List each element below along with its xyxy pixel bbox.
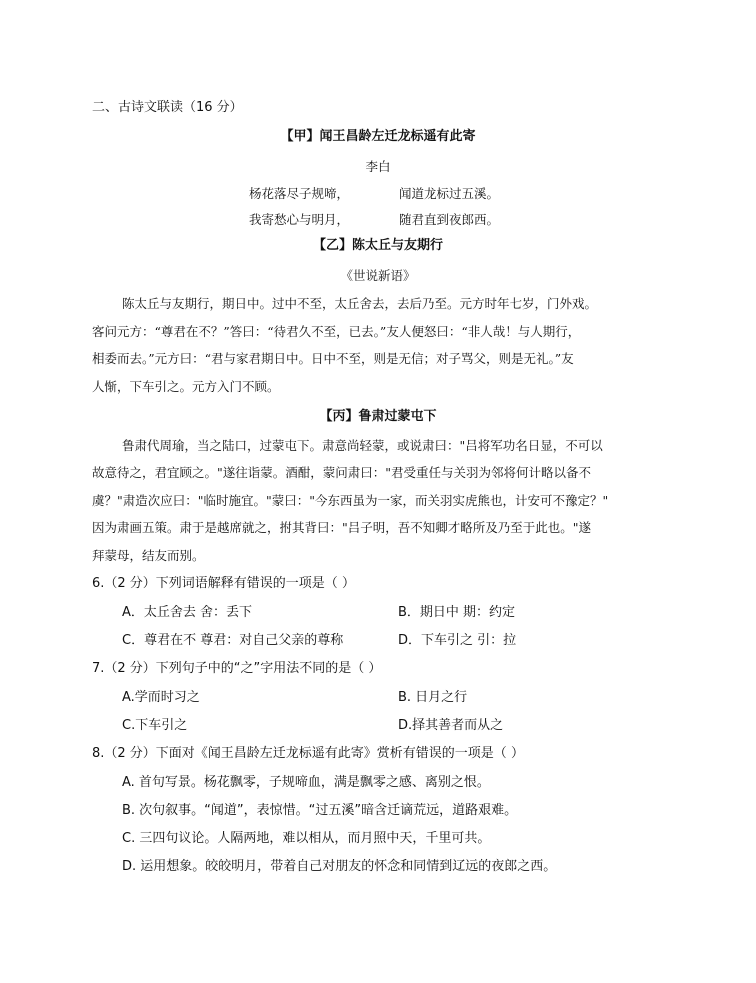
question-7-option-d: D.择其善者而从之 (398, 718, 504, 733)
question-8-option-a: A. 首句写景。杨花飘零，子规啼血，满是飘零之感、离别之恨。 (122, 775, 490, 790)
bing-title: 【丙】鲁肃过蒙屯下 (319, 409, 437, 424)
yi-paragraph-line: 相委而去。”元方曰：“君与家君期日中。日中不至，则是无信；对子骂父，则是无礼。”友 (92, 351, 574, 366)
bing-paragraph-line: 因为肃画五策。肃于是越席就之，拊其背曰："吕子明，吾不知卿才略所及乃至于此也。"遂 (92, 520, 592, 535)
question-7-stem: 7.（2 分）下列句子中的“之”字用法不同的是（ ） (92, 661, 382, 676)
question-7-option-b: B. 日月之行 (398, 690, 468, 705)
question-6-stem: 6.（2 分）下列词语解释有错误的一项是（ ） (92, 576, 355, 591)
yi-title: 【乙】陈太丘与友期行 (312, 238, 443, 253)
question-7-option-c: C.下车引之 (122, 718, 188, 733)
bing-paragraph-line: 故意待之，君宜顾之。"遂往诣蒙。酒酣，蒙问肃曰："君受重任与关羽为邻将何计略以备不 (92, 465, 592, 480)
bing-paragraph-line: 鲁肃代周瑜，当之陆口，过蒙屯下。肃意尚轻蒙，或说肃曰："吕将军功名日显，不可以 (122, 438, 603, 453)
yi-paragraph-line: 客问元方：“尊君在不？”答曰：“待君久不至，已去。”友人便怒曰：“非人哉！与人期行， (92, 324, 581, 339)
yi-paragraph-line: 陈太丘与友期行，期日中。过中不至，太丘舍去，去后乃至。元方时年七岁，门外戏。 (122, 296, 598, 311)
poem-line: 闻道龙标过五溪。 (399, 186, 500, 201)
poem-line: 杨花落尽子规啼， (249, 186, 350, 201)
question-8-option-b: B. 次句叙事。“闻道”，表惊惜。“过五溪”暗含迁谪荒远，道路艰难。 (122, 803, 518, 818)
poem-line: 我寄愁心与明月， (249, 212, 350, 227)
poem-line: 随君直到夜郎西。 (399, 212, 500, 227)
question-6-option-a: A．太丘舍去 舍：丢下 (122, 605, 253, 620)
section-title: 二、古诗文联读（16 分） (92, 100, 243, 115)
jia-title: 【甲】闻王昌龄左迁龙标遥有此寄 (280, 129, 476, 144)
bing-paragraph-line: 拜蒙母，结友而别。 (92, 548, 205, 563)
yi-paragraph-line: 人惭，下车引之。元方入门不顾。 (92, 379, 280, 394)
question-7-option-a: A.学而时习之 (122, 690, 200, 705)
question-8-option-d: D. 运用想象。皎皎明月，带着自己对朋友的怀念和同情到辽远的夜郎之西。 (122, 859, 557, 874)
jia-author: 李白 (365, 159, 391, 174)
question-8-option-c: C. 三四句议论。人隔两地，难以相从，而月照中天，千里可共。 (122, 831, 491, 846)
question-6-option-c: C．尊君在不 尊君：对自己父亲的尊称 (122, 633, 344, 648)
yi-source: 《世说新语》 (340, 268, 416, 283)
question-6-option-b: B．期日中 期：约定 (398, 605, 516, 620)
question-8-stem: 8.（2 分）下面对《闻王昌龄左迁龙标遥有此寄》赏析有错误的一项是（ ） (92, 746, 524, 761)
bing-paragraph-line: 虞？"肃造次应曰："临时施宜。"蒙曰："今东西虽为一家，而关羽实虎熊也，计安可不豫定？" (92, 493, 609, 508)
question-6-option-d: D．下车引之 引：拉 (398, 633, 517, 648)
